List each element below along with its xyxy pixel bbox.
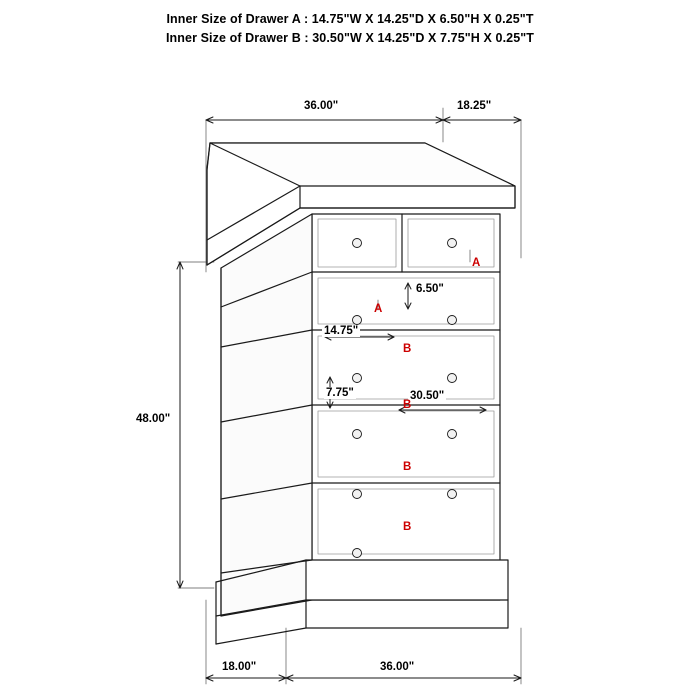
dim-drawer-b-width: 30.50" xyxy=(410,390,445,402)
drawer-label-b-2: B xyxy=(403,399,412,411)
drawer-label-a-right: A xyxy=(472,257,481,269)
drawer-label-b-1: B xyxy=(403,343,412,355)
drawer-label-a-left: A xyxy=(374,303,383,315)
dim-drawer-a-height: 6.50" xyxy=(416,283,444,295)
dim-base-depth: 18.00" xyxy=(222,661,257,673)
dim-drawer-b-height: 7.75" xyxy=(326,387,354,399)
dim-base-width: 36.00" xyxy=(380,661,415,673)
drawer-a-spec: Inner Size of Drawer A : 14.75"W X 14.25"D X 6.50"H X 0.25"T xyxy=(166,12,534,26)
dim-top-depth: 18.25" xyxy=(457,100,492,112)
drawer-label-b-4: B xyxy=(403,521,412,533)
drawer-label-b-3: B xyxy=(403,461,412,473)
dim-top-width: 36.00" xyxy=(304,100,339,112)
drawer-b-spec: Inner Size of Drawer B : 30.50"W X 14.25"D X 7.75"H X 0.25"T xyxy=(165,31,535,45)
dim-drawer-a-width: 14.75" xyxy=(324,325,359,337)
dim-height: 48.00" xyxy=(136,413,171,425)
